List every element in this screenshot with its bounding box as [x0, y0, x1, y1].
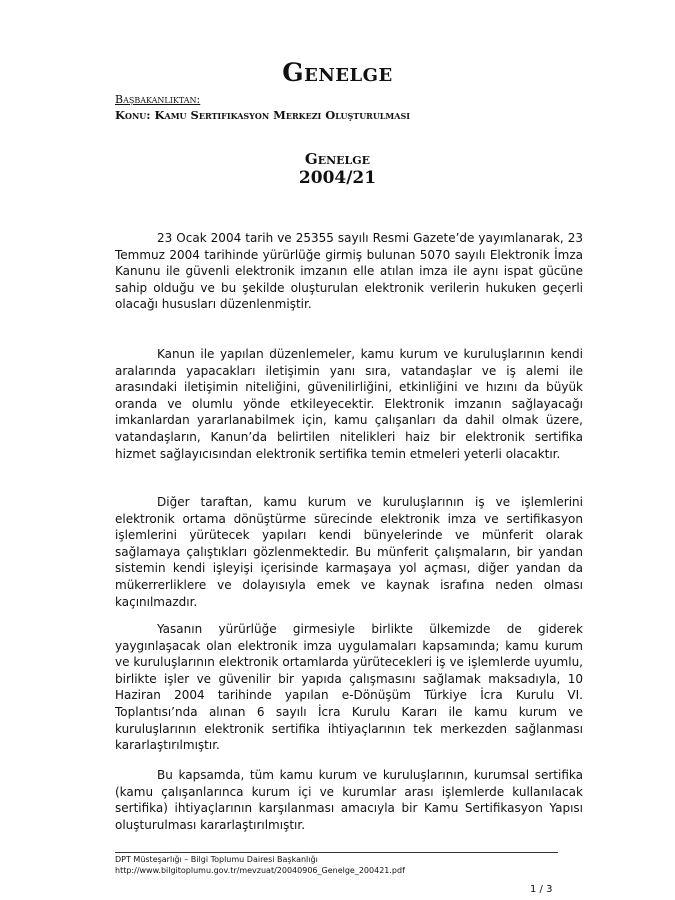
circular-number: 2004/21 [298, 168, 377, 188]
paragraph-5: Bu kapsamda, tüm kamu kurum ve kuruluşlarının, kurumsal sertifika (kamu çalışanlarınca kurum içi ve kurumlar arası işlemlerde kullanılacak sertifika) ihtiyaçlarının karşılanması amacıyla bir Kamu Sertifikasyon Yapısı oluşturulması kararlaştırılmıştır. [115, 768, 583, 832]
paragraph-2: Kanun ile yapılan düzenlemeler, kamu kurum ve kuruluşlarının kendi aralarında yapacakları iletişimin yanı sıra, vatandaşlar ve iş alemi ile arasındaki iletişimin niteliğini, güvenilirliğini, etkinliğini ve hızını da büyük oranda ve olumlu yönde etkileyecektir. Elektronik imzanın sağlayacağı imkanlardan yararlanabilmek için, kamu çalışanları da dahil olmak üzere, vatandaşların, Kanun’da belirtilen nitelikleri haiz bir elektronik sertifika hizmet sağlayıcısından elektronik sertifika temin etmeleri yeterli olacaktır. [115, 347, 583, 461]
subject-line: Konu: Kamu Sertifikasyon Merkezi Oluşturulması [115, 108, 411, 122]
footer-divider [115, 852, 558, 853]
footer-organization: DPT Müsteşarlığı – Bilgi Toplumu Dairesi Başkanlığı [115, 855, 318, 864]
paragraph-3: Diğer taraftan, kamu kurum ve kuruluşlarının iş ve işlemlerini elektronik ortama dönüştürme sürecinde elektronik imza ve sertifikasyon işlemlerini yürütecek yapıları kendi bünyelerinde ve münferit olarak sağlamaya çalıştıkları gözlenmektedir. Bu münferit çalışmaların, bir yandan sistemin kendi işleyişi içerisinde karmaşaya yol açması, diğer yandan da mükerrerliklere ve dolayısıyla emek ve kaynak israfına neden olması kaçınılmazdır. [115, 495, 583, 609]
issuer-label: Başbakanlıktan: [115, 93, 201, 106]
document-title: Genelge [282, 58, 393, 87]
paragraph-4: Yasanın yürürlüğe girmesiyle birlikte ülkemizde de giderek yaygınlaşacak olan elektronik imza uygulamaları kapsamında; kamu kurum ve kuruluşlarının elektronik ortamlarda yürütecekleri iş ve işlemlerde uyumlu, birlikte işler ve güvenilir bir yapıda çalışmasını sağlamak maksadıyla, 10 Haziran 2004 tarihinde yapılan e-Dönüşüm Türkiye İcra Kurulu VI. Toplantısı’nda alınan 6 sayılı İcra Kurulu Kararı ile kamu kurum ve kuruluşlarının elektronik sertifika ihtiyaçlarının tek merkezden sağlanması kararlaştırılmıştır. [115, 622, 583, 753]
circular-heading: Genelge [304, 150, 371, 168]
paragraph-1: 23 Ocak 2004 tarih ve 25355 sayılı Resmi Gazete’de yayımlanarak, 23 Temmuz 2004 tarihinde yürürlüğe girmiş bulunan 5070 sayılı Elektronik İmza Kanunu ile güvenli elektronik imzanın elle atılan imza ile aynı ispat gücüne sahip olduğu ve bu şekilde oluşturulan elektronik verilerin hukuken geçerli olacağı hususları düzenlenmiştir. [115, 231, 583, 312]
page-number: 1 / 3 [530, 884, 553, 895]
footer-source-url[interactable]: http://www.bilgitoplumu.gov.tr/mevzuat/20040906_Genelge_200421.pdf [115, 866, 405, 875]
